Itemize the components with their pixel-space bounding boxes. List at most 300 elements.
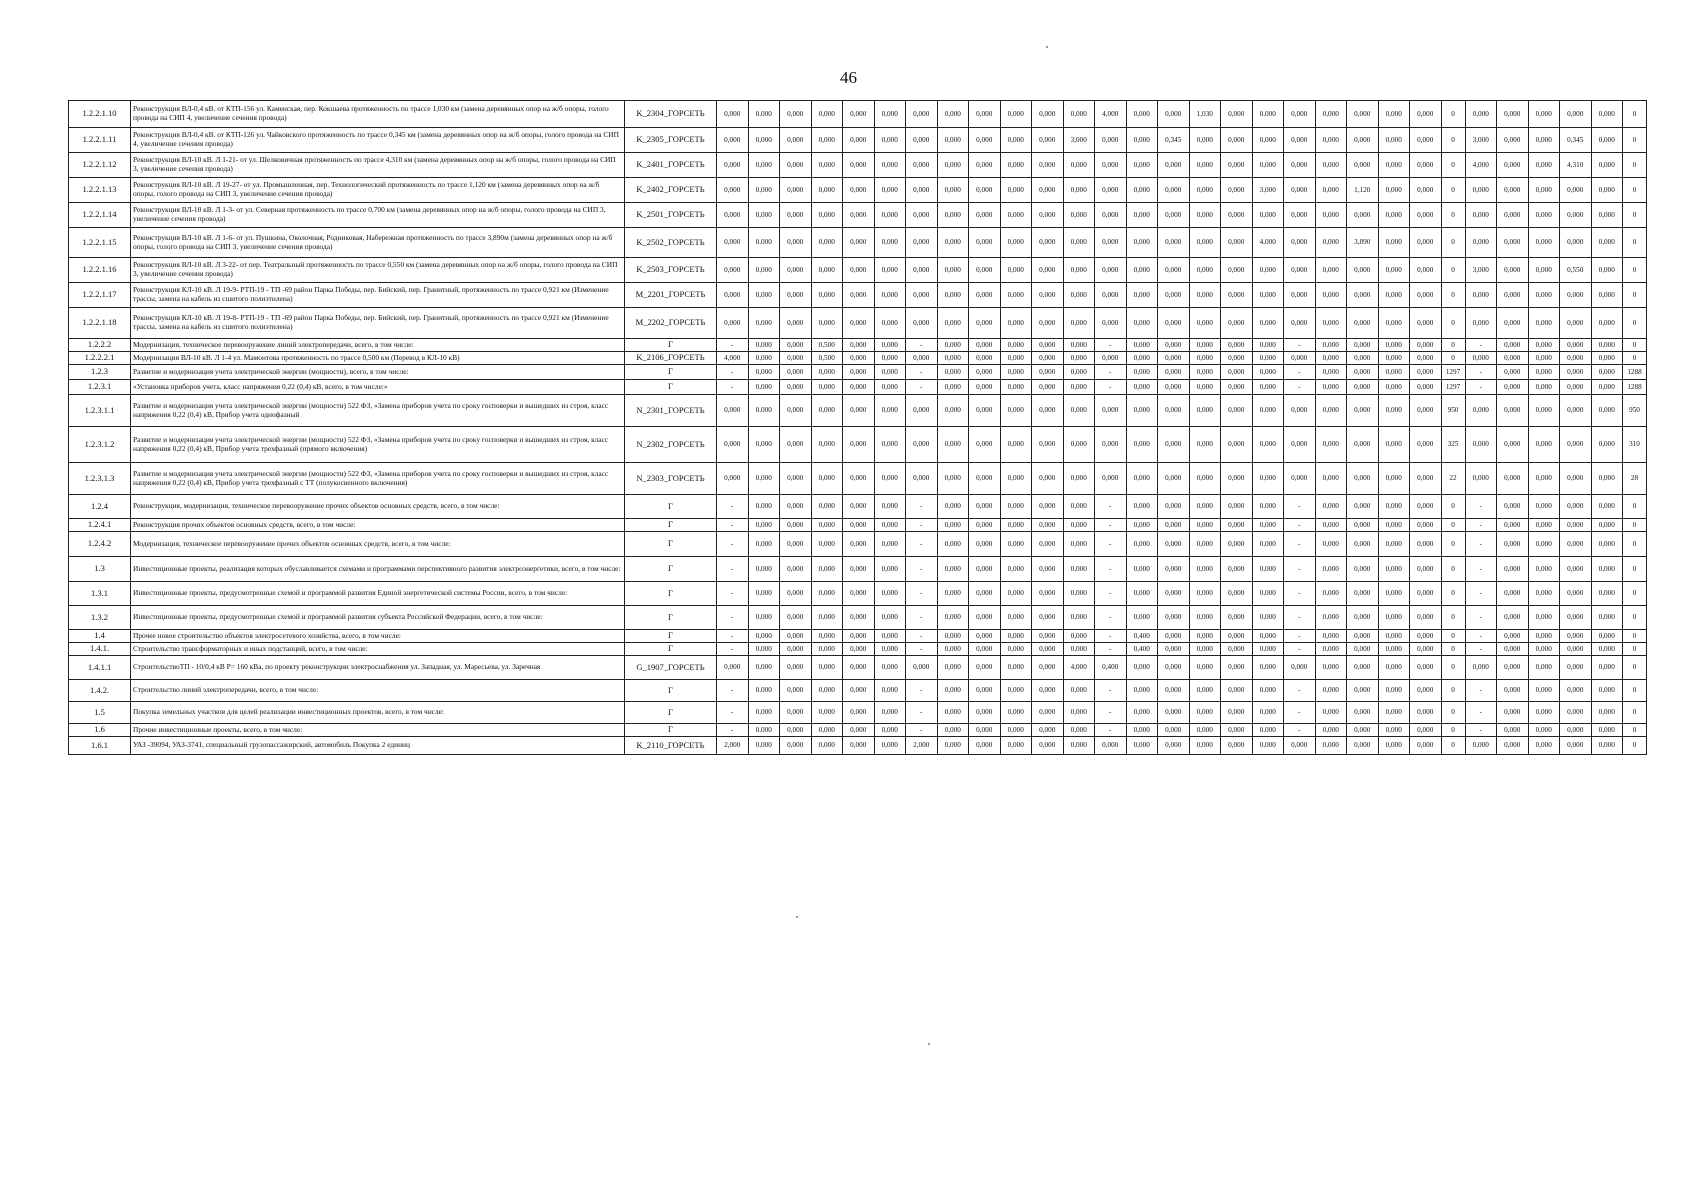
value-cell: 0,000 bbox=[874, 680, 906, 702]
value-cell: 0,000 bbox=[1528, 339, 1560, 352]
value-cell: 0,000 bbox=[1095, 308, 1127, 339]
value-cell: 0,000 bbox=[1410, 258, 1442, 283]
value-cell: 0,000 bbox=[937, 702, 969, 724]
value-cell: 0,000 bbox=[1528, 737, 1560, 755]
value-cell: 0,000 bbox=[1497, 128, 1529, 153]
value-cell: 0,000 bbox=[1126, 352, 1158, 365]
value-cell: 0,000 bbox=[1378, 228, 1410, 258]
value-cell: 0,000 bbox=[1591, 101, 1623, 128]
value-cell: 0 bbox=[1623, 680, 1647, 702]
value-cell: 0,000 bbox=[1126, 128, 1158, 153]
value-cell: 0,000 bbox=[906, 101, 938, 128]
value-cell: 0,000 bbox=[906, 178, 938, 203]
value-cell: 0,000 bbox=[1284, 203, 1316, 228]
value-cell: 0,000 bbox=[780, 352, 812, 365]
value-cell: 1297 bbox=[1441, 380, 1465, 395]
value-cell: 0,000 bbox=[1252, 258, 1284, 283]
value-cell: 0,000 bbox=[1063, 463, 1095, 495]
value-cell: 0,000 bbox=[1410, 495, 1442, 519]
value-cell: 0,000 bbox=[1189, 702, 1221, 724]
value-cell: 0,000 bbox=[1032, 737, 1064, 755]
value-cell: 0,000 bbox=[1189, 427, 1221, 463]
value-cell: 0,000 bbox=[1063, 737, 1095, 755]
row-description: УАЗ -39094, УАЗ-3741, специальный грузопассажирский, автомобиль Покупка 2 единиц bbox=[131, 737, 625, 755]
value-cell: 0,000 bbox=[1189, 532, 1221, 557]
row-description: Развитие и модернизация учета электрической энергии (мощности), всего, в том числе: bbox=[131, 365, 625, 380]
value-cell: 0,000 bbox=[874, 557, 906, 582]
value-cell: 0,000 bbox=[1252, 463, 1284, 495]
value-cell: 0,000 bbox=[1000, 258, 1032, 283]
value-cell: 0,000 bbox=[1063, 427, 1095, 463]
value-cell: 0 bbox=[1623, 228, 1647, 258]
row-description: Покупка земельных участков для целей реализации инвестиционных проектов, всего, в том числе: bbox=[131, 702, 625, 724]
value-cell: 0,000 bbox=[1347, 463, 1379, 495]
value-cell: 0,000 bbox=[1560, 427, 1592, 463]
value-cell: 0,000 bbox=[1347, 656, 1379, 680]
value-cell: 0,000 bbox=[811, 258, 843, 283]
value-cell: 0,000 bbox=[811, 557, 843, 582]
row-code: 1.2.3.1.1 bbox=[69, 395, 131, 427]
value-cell: 0,000 bbox=[1063, 643, 1095, 656]
row-code: 1.2.4 bbox=[69, 495, 131, 519]
value-cell: 0,000 bbox=[1560, 606, 1592, 630]
table-row bbox=[69, 680, 1647, 702]
value-cell: 0,000 bbox=[780, 606, 812, 630]
row-description: Реконструкция ВЛ-10 кВ. Л 3-22- от пер. Театральный протяженность по трассе 0,550 км (замена деревянных опор на ж/б опоры, голого провода на СИП 3, увеличение сечения провода) bbox=[131, 258, 625, 283]
row-description: Развитие и модернизация учета электрической энергии (мощности) 522 ФЗ, «Замена приборов учета по сроку госповерки и вышедших из строя, класс напряжения 0,22 (0,4) кВ, Прибор учета трехфазный с ТТ (полукосвенного включения) bbox=[131, 463, 625, 495]
value-cell: 0,000 bbox=[874, 339, 906, 352]
row-identifier: Г bbox=[625, 532, 717, 557]
value-cell: 0,000 bbox=[1158, 203, 1190, 228]
value-cell: - bbox=[1284, 365, 1316, 380]
value-cell: 0,000 bbox=[1560, 283, 1592, 308]
value-cell: - bbox=[1095, 680, 1127, 702]
value-cell: - bbox=[1465, 380, 1497, 395]
value-cell: 0,000 bbox=[874, 203, 906, 228]
value-cell: 0,000 bbox=[1032, 702, 1064, 724]
table-row bbox=[69, 308, 1647, 339]
value-cell: 0,000 bbox=[874, 630, 906, 643]
value-cell: 0,000 bbox=[1347, 395, 1379, 427]
value-cell: 0,000 bbox=[1158, 737, 1190, 755]
value-cell: 0,000 bbox=[1032, 395, 1064, 427]
value-cell: 0,000 bbox=[1410, 532, 1442, 557]
value-cell: 0 bbox=[1441, 339, 1465, 352]
value-cell: 0,000 bbox=[1410, 630, 1442, 643]
value-cell: 0,000 bbox=[1000, 737, 1032, 755]
value-cell: 0,000 bbox=[1560, 395, 1592, 427]
value-cell: 0,000 bbox=[1560, 630, 1592, 643]
value-cell: 0,000 bbox=[1465, 463, 1497, 495]
value-cell: 0,000 bbox=[1158, 228, 1190, 258]
value-cell: 0,000 bbox=[1189, 258, 1221, 283]
row-identifier: K_2401_ГОРСЕТЬ bbox=[625, 153, 717, 178]
value-cell: 0,000 bbox=[1032, 519, 1064, 532]
value-cell: 0,000 bbox=[1189, 606, 1221, 630]
value-cell: 0,000 bbox=[748, 495, 780, 519]
value-cell: 0,000 bbox=[1378, 532, 1410, 557]
row-description: Реконструкция КЛ-10 кВ. Л 19-8- РТП-19 - ТП -69 район Парка Победы, пер. Бийский, пер. Гранитный, протяженность по трассе 0,921 км (Изменение трассы, замена на кабель из сшитого полиэтилена) bbox=[131, 308, 625, 339]
value-cell: 0,000 bbox=[811, 308, 843, 339]
value-cell: 0,000 bbox=[717, 656, 749, 680]
value-cell: 0,000 bbox=[1315, 203, 1347, 228]
value-cell: 0,000 bbox=[874, 495, 906, 519]
value-cell: 0,000 bbox=[969, 283, 1001, 308]
value-cell: 0 bbox=[1623, 557, 1647, 582]
value-cell: 0,000 bbox=[1000, 395, 1032, 427]
value-cell: 0,000 bbox=[748, 228, 780, 258]
value-cell: 0,000 bbox=[1221, 630, 1253, 643]
value-cell: 0,000 bbox=[748, 395, 780, 427]
value-cell: 0,000 bbox=[1497, 737, 1529, 755]
value-cell: 0,000 bbox=[1189, 380, 1221, 395]
value-cell: 0,000 bbox=[1465, 283, 1497, 308]
row-code: 1.6 bbox=[69, 724, 131, 737]
value-cell: 0,000 bbox=[1221, 365, 1253, 380]
value-cell: 0 bbox=[1623, 737, 1647, 755]
value-cell: 0,000 bbox=[1095, 737, 1127, 755]
value-cell: 0,000 bbox=[1000, 532, 1032, 557]
value-cell: - bbox=[717, 680, 749, 702]
value-cell: 0,000 bbox=[748, 283, 780, 308]
value-cell: - bbox=[717, 495, 749, 519]
value-cell: 0,000 bbox=[937, 582, 969, 606]
value-cell: 0,000 bbox=[1000, 352, 1032, 365]
value-cell: 0,000 bbox=[937, 737, 969, 755]
value-cell: - bbox=[1095, 519, 1127, 532]
value-cell: 0,000 bbox=[1158, 643, 1190, 656]
value-cell: 0,000 bbox=[1378, 101, 1410, 128]
value-cell: 0,000 bbox=[1591, 203, 1623, 228]
value-cell: 0,000 bbox=[843, 582, 875, 606]
row-identifier: N_2302_ГОРСЕТЬ bbox=[625, 427, 717, 463]
value-cell: 0,000 bbox=[1591, 606, 1623, 630]
row-identifier: Г bbox=[625, 643, 717, 656]
value-cell: 0,000 bbox=[1315, 427, 1347, 463]
value-cell: 0,000 bbox=[1221, 380, 1253, 395]
value-cell: 0,000 bbox=[1000, 724, 1032, 737]
value-cell: 0,000 bbox=[874, 519, 906, 532]
value-cell: 0,000 bbox=[1284, 153, 1316, 178]
value-cell: - bbox=[1465, 582, 1497, 606]
value-cell: 0,000 bbox=[1315, 532, 1347, 557]
value-cell: 0,000 bbox=[811, 630, 843, 643]
value-cell: 0,000 bbox=[1252, 203, 1284, 228]
value-cell: 0,000 bbox=[1063, 702, 1095, 724]
value-cell: 0,000 bbox=[843, 630, 875, 643]
value-cell: 0 bbox=[1623, 656, 1647, 680]
value-cell: 0,000 bbox=[1315, 283, 1347, 308]
value-cell: 0,000 bbox=[717, 228, 749, 258]
value-cell: 0,000 bbox=[1497, 283, 1529, 308]
value-cell: 0,000 bbox=[1158, 463, 1190, 495]
value-cell: 0,000 bbox=[748, 101, 780, 128]
value-cell: 0,000 bbox=[1189, 630, 1221, 643]
value-cell: - bbox=[1284, 519, 1316, 532]
table-row bbox=[69, 178, 1647, 203]
value-cell: 0,000 bbox=[1252, 153, 1284, 178]
value-cell: 0,000 bbox=[1221, 178, 1253, 203]
value-cell: 0,000 bbox=[1591, 680, 1623, 702]
value-cell: 0,000 bbox=[1560, 643, 1592, 656]
value-cell: 0,000 bbox=[748, 153, 780, 178]
value-cell: 0,000 bbox=[969, 724, 1001, 737]
value-cell: 0,000 bbox=[1126, 724, 1158, 737]
row-description: Реконструкция ВЛ-10 кВ. Л 1-3- от ул. Северная протяженность по трассе 0,700 км (замена деревянных опор на ж/б опоры, голого провода на СИП 3, увеличение сечения провода) bbox=[131, 203, 625, 228]
value-cell: 0,000 bbox=[1252, 680, 1284, 702]
value-cell: 0,000 bbox=[1221, 643, 1253, 656]
value-cell: 0,000 bbox=[1528, 557, 1560, 582]
value-cell: - bbox=[717, 380, 749, 395]
row-identifier: G_1907_ГОРСЕТЬ bbox=[625, 656, 717, 680]
value-cell: 0,000 bbox=[1063, 606, 1095, 630]
value-cell: 0,000 bbox=[1591, 737, 1623, 755]
value-cell: 0,000 bbox=[1410, 395, 1442, 427]
value-cell: 0,000 bbox=[1126, 380, 1158, 395]
value-cell: 0,000 bbox=[1410, 724, 1442, 737]
row-identifier: Г bbox=[625, 380, 717, 395]
value-cell: 0,345 bbox=[1158, 128, 1190, 153]
row-code: 1.5 bbox=[69, 702, 131, 724]
value-cell: 3,000 bbox=[1465, 128, 1497, 153]
value-cell: 0,000 bbox=[937, 178, 969, 203]
value-cell: 0,000 bbox=[1221, 395, 1253, 427]
value-cell: 0,000 bbox=[1591, 643, 1623, 656]
value-cell: 0,000 bbox=[1378, 153, 1410, 178]
value-cell: 0,000 bbox=[1158, 352, 1190, 365]
value-cell: 0,000 bbox=[1410, 352, 1442, 365]
value-cell: - bbox=[1095, 724, 1127, 737]
value-cell: 0,000 bbox=[906, 656, 938, 680]
value-cell: 0,000 bbox=[1315, 606, 1347, 630]
value-cell: 0,000 bbox=[874, 643, 906, 656]
table-row bbox=[69, 557, 1647, 582]
row-description: Модернизация ВЛ-10 кВ. Л 1-4 ул. Мамонтова протяженность по трассе 0,500 км (Перевод в КЛ-10 кВ) bbox=[131, 352, 625, 365]
value-cell: 0,000 bbox=[811, 656, 843, 680]
value-cell: 0,000 bbox=[874, 702, 906, 724]
value-cell: 0 bbox=[1441, 582, 1465, 606]
table-row bbox=[69, 228, 1647, 258]
table-row bbox=[69, 519, 1647, 532]
value-cell: 0,000 bbox=[811, 463, 843, 495]
value-cell: 0,000 bbox=[1189, 365, 1221, 380]
value-cell: 0,000 bbox=[1528, 228, 1560, 258]
value-cell: - bbox=[906, 702, 938, 724]
value-cell: 0,000 bbox=[1032, 630, 1064, 643]
value-cell: 0,000 bbox=[969, 153, 1001, 178]
value-cell: 0,000 bbox=[1221, 582, 1253, 606]
value-cell: 0,000 bbox=[1465, 308, 1497, 339]
value-cell: 0,000 bbox=[1252, 532, 1284, 557]
value-cell: 0,000 bbox=[1497, 557, 1529, 582]
value-cell: 0,000 bbox=[906, 153, 938, 178]
value-cell: 0,000 bbox=[843, 606, 875, 630]
value-cell: 0,000 bbox=[1063, 283, 1095, 308]
value-cell: 0,000 bbox=[1063, 532, 1095, 557]
value-cell: 0,000 bbox=[1591, 557, 1623, 582]
value-cell: 0,000 bbox=[937, 557, 969, 582]
value-cell: 0,000 bbox=[874, 395, 906, 427]
value-cell: 0,000 bbox=[1126, 395, 1158, 427]
row-identifier: N_2301_ГОРСЕТЬ bbox=[625, 395, 717, 427]
value-cell: 0,000 bbox=[969, 427, 1001, 463]
value-cell: 0,000 bbox=[1221, 228, 1253, 258]
value-cell: 0,000 bbox=[1315, 702, 1347, 724]
value-cell: 0 bbox=[1441, 153, 1465, 178]
value-cell: 0,000 bbox=[937, 427, 969, 463]
value-cell: 0,000 bbox=[1591, 228, 1623, 258]
value-cell: 0,000 bbox=[1347, 737, 1379, 755]
value-cell: 0,000 bbox=[969, 519, 1001, 532]
value-cell: 0,000 bbox=[969, 352, 1001, 365]
value-cell: 0,000 bbox=[811, 737, 843, 755]
value-cell: 0 bbox=[1623, 153, 1647, 178]
value-cell: - bbox=[1465, 532, 1497, 557]
value-cell: 0,000 bbox=[1497, 258, 1529, 283]
value-cell: 0,000 bbox=[811, 203, 843, 228]
value-cell: 0,000 bbox=[1000, 365, 1032, 380]
value-cell: 0,000 bbox=[748, 203, 780, 228]
value-cell: 0,000 bbox=[780, 532, 812, 557]
row-code: 1.2.2.1.16 bbox=[69, 258, 131, 283]
value-cell: 0,000 bbox=[1032, 228, 1064, 258]
value-cell: 0,000 bbox=[969, 680, 1001, 702]
row-identifier: Г bbox=[625, 582, 717, 606]
value-cell: 0,000 bbox=[1465, 737, 1497, 755]
value-cell: 0,000 bbox=[1347, 283, 1379, 308]
value-cell: 0,000 bbox=[1497, 495, 1529, 519]
value-cell: 0,000 bbox=[1126, 203, 1158, 228]
value-cell: 0,000 bbox=[1591, 258, 1623, 283]
value-cell: 0,000 bbox=[1347, 128, 1379, 153]
value-cell: - bbox=[717, 643, 749, 656]
row-identifier: M_2201_ГОРСЕТЬ bbox=[625, 283, 717, 308]
value-cell: 0,000 bbox=[906, 203, 938, 228]
value-cell: 0,000 bbox=[1528, 352, 1560, 365]
value-cell: 0,000 bbox=[1378, 582, 1410, 606]
value-cell: 0,000 bbox=[1410, 153, 1442, 178]
value-cell: 0,000 bbox=[1465, 427, 1497, 463]
table-row bbox=[69, 737, 1647, 755]
row-identifier: K_2305_ГОРСЕТЬ bbox=[625, 128, 717, 153]
value-cell: 0,000 bbox=[906, 352, 938, 365]
value-cell: 0 bbox=[1441, 101, 1465, 128]
value-cell: 0,000 bbox=[969, 128, 1001, 153]
value-cell: 0,000 bbox=[1189, 737, 1221, 755]
value-cell: 0,000 bbox=[1315, 582, 1347, 606]
value-cell: 0,000 bbox=[1497, 178, 1529, 203]
table-row bbox=[69, 606, 1647, 630]
value-cell: 0,000 bbox=[843, 463, 875, 495]
value-cell: 0,000 bbox=[1189, 643, 1221, 656]
value-cell: 0,000 bbox=[1252, 495, 1284, 519]
value-cell: 0,000 bbox=[969, 582, 1001, 606]
value-cell: - bbox=[906, 680, 938, 702]
value-cell: 0,000 bbox=[748, 737, 780, 755]
table-row bbox=[69, 339, 1647, 352]
value-cell: 0,000 bbox=[748, 352, 780, 365]
row-identifier: Г bbox=[625, 557, 717, 582]
value-cell: 0,000 bbox=[937, 656, 969, 680]
value-cell: 0,000 bbox=[874, 258, 906, 283]
value-cell: 0,000 bbox=[1284, 737, 1316, 755]
value-cell: 0,000 bbox=[1221, 656, 1253, 680]
value-cell: 0 bbox=[1441, 258, 1465, 283]
value-cell: 0,000 bbox=[1000, 427, 1032, 463]
value-cell: 0,000 bbox=[780, 258, 812, 283]
table-row bbox=[69, 643, 1647, 656]
value-cell: 0 bbox=[1623, 532, 1647, 557]
value-cell: 0,000 bbox=[969, 339, 1001, 352]
table-row bbox=[69, 203, 1647, 228]
value-cell: 0,000 bbox=[1591, 380, 1623, 395]
value-cell: 0,000 bbox=[1252, 339, 1284, 352]
value-cell: 0,000 bbox=[1252, 643, 1284, 656]
value-cell: - bbox=[717, 365, 749, 380]
value-cell: 0,000 bbox=[1189, 395, 1221, 427]
value-cell: - bbox=[906, 495, 938, 519]
value-cell: 0,000 bbox=[1560, 680, 1592, 702]
value-cell: 0,000 bbox=[1126, 228, 1158, 258]
value-cell: 0,000 bbox=[1032, 101, 1064, 128]
value-cell: - bbox=[1465, 495, 1497, 519]
value-cell: 0,000 bbox=[1189, 582, 1221, 606]
value-cell: 0,000 bbox=[780, 680, 812, 702]
value-cell: 0,400 bbox=[1095, 656, 1127, 680]
row-identifier: K_2501_ГОРСЕТЬ bbox=[625, 203, 717, 228]
value-cell: 0,000 bbox=[937, 352, 969, 365]
value-cell: - bbox=[717, 702, 749, 724]
value-cell: 3,000 bbox=[1063, 128, 1095, 153]
value-cell: 0,000 bbox=[1528, 724, 1560, 737]
row-description: Строительство линий электропередачи, всего, в том числе: bbox=[131, 680, 625, 702]
value-cell: 0,000 bbox=[843, 101, 875, 128]
value-cell: 0,000 bbox=[748, 178, 780, 203]
value-cell: 0,000 bbox=[1347, 203, 1379, 228]
value-cell: 0,000 bbox=[937, 101, 969, 128]
value-cell: 0,000 bbox=[1528, 495, 1560, 519]
value-cell: 0,000 bbox=[1528, 702, 1560, 724]
value-cell: 0,000 bbox=[1315, 724, 1347, 737]
value-cell: 0,000 bbox=[937, 153, 969, 178]
value-cell: 0,000 bbox=[748, 128, 780, 153]
value-cell: 0,000 bbox=[843, 308, 875, 339]
value-cell: 0,000 bbox=[1158, 395, 1190, 427]
value-cell: 0,000 bbox=[874, 101, 906, 128]
value-cell: 0,000 bbox=[1032, 128, 1064, 153]
value-cell: 0,000 bbox=[937, 228, 969, 258]
value-cell: 0,000 bbox=[1465, 101, 1497, 128]
row-description: Модернизация, техническое перевооружение линий электропередачи, всего, в том числе: bbox=[131, 339, 625, 352]
value-cell: 0,000 bbox=[1284, 228, 1316, 258]
value-cell: 0,000 bbox=[969, 606, 1001, 630]
value-cell: 0,400 bbox=[1126, 643, 1158, 656]
value-cell: 3,890 bbox=[1347, 228, 1379, 258]
value-cell: 0,000 bbox=[874, 178, 906, 203]
value-cell: 0 bbox=[1623, 606, 1647, 630]
value-cell: 0,000 bbox=[1560, 380, 1592, 395]
value-cell: 0,000 bbox=[1126, 463, 1158, 495]
value-cell: 0,000 bbox=[811, 724, 843, 737]
value-cell: 0,000 bbox=[1252, 519, 1284, 532]
value-cell: 0,000 bbox=[1410, 365, 1442, 380]
value-cell: - bbox=[1095, 339, 1127, 352]
value-cell: 0,000 bbox=[717, 128, 749, 153]
value-cell: 0,000 bbox=[1378, 308, 1410, 339]
value-cell: 0,000 bbox=[1126, 308, 1158, 339]
value-cell: 0,000 bbox=[1189, 283, 1221, 308]
value-cell: 0,000 bbox=[1528, 395, 1560, 427]
